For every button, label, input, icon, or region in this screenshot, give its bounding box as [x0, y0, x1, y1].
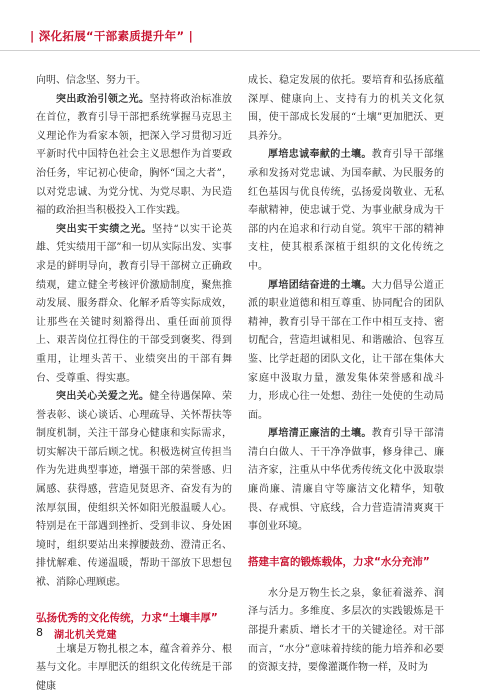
- paragraph-lead: 突出政治引领之光。: [56, 93, 150, 105]
- paragraph: 突出政治引领之光。坚持将政治标准放在首位，教育引导干部把系统掌握马克思主义理论作为看家本领，把深入学习贯彻习近平新时代中国特色社会主义思想作为首要政治任务，牢记初心使命，胸怀“国之大者”，以对党忠诚、为党分忧、为党尽职、为民造福的政治担当积极投入工作实践。: [36, 93, 232, 217]
- paragraph: 厚培团结奋进的土壤。大力倡导公道正派的职业道德和相互尊重、协同配合的团队精神，教育引导干部在工作中相互支持、密切配合，营造坦诚相见、和谐融洽、包容互鉴、比学赶超的团队文化，让干部在集体大家庭中汲取力量，激发集体荣誉感和战斗力，形成心往一处想、劲往一处使的生动局面。: [248, 279, 444, 421]
- page-number: 8: [36, 626, 43, 639]
- right-column: [248, 72, 444, 678]
- section-heading: 搭建丰富的锻炼载体，力求“水分充沛”: [248, 555, 430, 568]
- paragraph: 突出关心关爱之光。健全待遇保障、荣誉表彰、谈心谈话、心理疏导、关怀帮扶等制度机制，关注干部身心健康和实际需求，切实解决干部后顾之忧。积极选树宣传担当作为先进典型事迹，增强干部的荣誉感、归属感、获得感，营造见贤思齐、奋发有为的浓厚氛围，使组织关怀如阳光般温暖人心。特别是在干部遇到挫折、受到非议、身处困境时，组织要站出来撑腰鼓劲、澄清正名、排忧解难、传递温暖，帮助干部放下思想包袱、消除心理顾虑。: [36, 391, 232, 589]
- paragraph: 厚培清正廉洁的土壤。教育引导干部清清白白做人、干干净净做事，修身律己、廉洁齐家，注重从中华优秀传统文化中汲取崇廉尚廉、清廉自守等廉洁文化精华，知敬畏、存戒惧、守底线，合力营造清清爽爽干事创业环境。: [248, 428, 444, 533]
- paragraph: 水分是万物生长之泉，象征着滋养、润泽与活力。多维度、多层次的实践锻炼是干部提升素质、增长才干的关键途径。对干部而言，“水分”意味着持续的能力培养和必要的资源支持，要像灌溉作物一样，及时为: [248, 587, 444, 674]
- paragraph-lead: 突出关心关爱之光。: [56, 391, 150, 403]
- left-column: [36, 72, 232, 696]
- paragraph-lead: 厚培清正廉洁的土壤。: [268, 428, 372, 440]
- paragraph: 土壤是万物扎根之本，蕴含着养分、根基与文化。丰厚肥沃的组织文化传统是干部健康: [36, 643, 232, 692]
- page-header: [0, 26, 480, 48]
- header-divider: [0, 50, 480, 51]
- page-footer: [36, 626, 236, 640]
- paragraph-lead: 突出实干实绩之光。: [56, 223, 153, 235]
- paragraph: 突出实干实绩之光。坚持“以实干论英雄、凭实绩用干部”和一切从实际出发、实事求是的鲜明导向，教育引导干部树立正确政绩观，建立健全考核评价激励制度，聚焦推动发展、服务群众、化解矛盾等实际成效，让那些在关键时刻豁得出、重任面前顶得上、艰苦岗位扛得住的干部受到褒奖、得到重用，让埋头苦干、业绩突出的干部有舞台、受尊重、得实惠。: [36, 223, 232, 384]
- paragraph: 厚培忠诚奉献的土壤。教育引导干部继承和发扬对党忠诚、为国奉献、为民服务的红色基因与优良传统，弘扬爱岗敬业、无私奉献精神，使忠诚于党、为事业献身成为干部的内在追求和行动自觉。筑牢干部的精神支柱，使其根系深植于组织的文化传统之中。: [248, 149, 444, 272]
- paragraph: 向明、信念坚、努力干。: [36, 75, 146, 86]
- paragraph-lead: 厚培忠诚奉献的土壤。: [268, 149, 372, 161]
- publication-title: 湖北机关党建: [54, 630, 117, 641]
- paragraph-lead: 厚培团结奋进的土壤。: [268, 279, 372, 291]
- section-heading: 弘扬优秀的文化传统，力求“土壤丰厚”: [36, 611, 218, 624]
- paragraph: 成长、稳定发展的依托。要培育和弘扬底蕴深厚、健康向上、支持有力的机关文化氛围，使干部成长发展的“土壤”更加肥沃、更具养分。: [248, 75, 444, 142]
- column-section-label: | 深化拓展“干部素质提升年” |: [30, 29, 194, 43]
